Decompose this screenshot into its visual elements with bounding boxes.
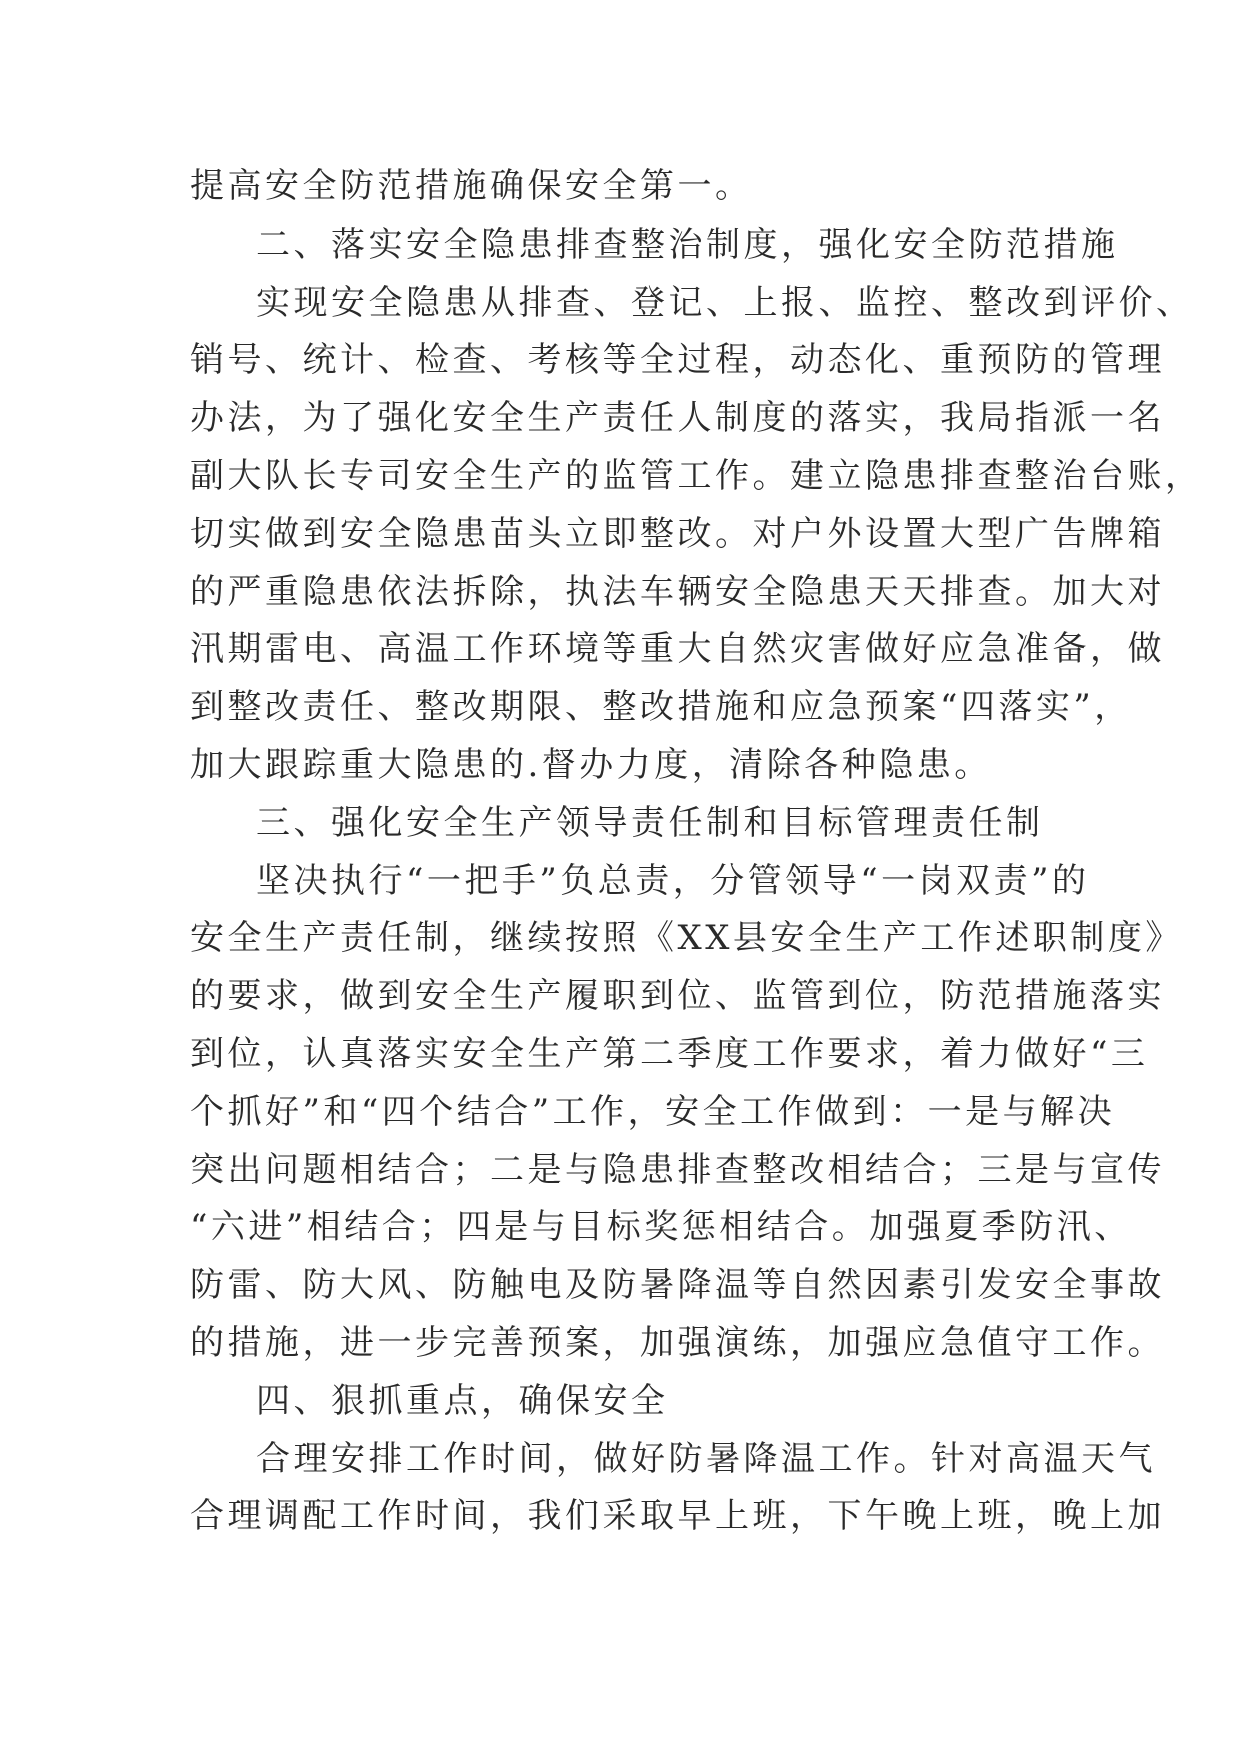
paragraph-line: 的要求，做到安全生产履职到位、监管到位，防范措施落实 xyxy=(190,976,1165,1016)
paragraph-line: 防雷、防大风、防触电及防暑降温等自然因素引发安全事故 xyxy=(190,1265,1165,1305)
section-heading: 二、落实安全隐患排查整治制度，强化安全防范措施 xyxy=(256,225,1119,265)
paragraph-line: 切实做到安全隐患苗头立即整改。对户外设置大型广告牌箱 xyxy=(190,514,1165,554)
paragraph-line: 个抓好”和“四个结合”工作，安全工作做到：一是与解决 xyxy=(190,1092,1116,1132)
paragraph-line: 安全生产责任制，继续按照《XX县安全生产工作述职制度》 xyxy=(190,918,1183,958)
paragraph-line: 合理调配工作时间，我们采取早上班，下午晚上班，晚上加 xyxy=(190,1496,1165,1536)
paragraph-line: “六进”相结合；四是与目标奖惩相结合。加强夏季防汛、 xyxy=(190,1207,1132,1247)
paragraph-line: 的措施，进一步完善预案，加强演练，加强应急值守工作。 xyxy=(190,1323,1165,1363)
paragraph-line: 到整改责任、整改期限、整改措施和应急预案“四落实”， xyxy=(190,687,1132,727)
paragraph-line: 的严重隐患依法拆除，执法车辆安全隐患天天排查。加大对 xyxy=(190,572,1165,612)
paragraph-line: 提高安全防范措施确保安全第一。 xyxy=(190,166,753,206)
paragraph-line: 突出问题相结合；二是与隐患排查整改相结合；三是与宣传 xyxy=(190,1150,1165,1190)
paragraph-line: 坚决执行“一把手”负总责，分管领导“一岗双责”的 xyxy=(256,861,1090,901)
section-heading: 三、强化安全生产领导责任制和目标管理责任制 xyxy=(256,803,1044,843)
paragraph-line: 加大跟踪重大隐患的.督办力度，清除各种隐患。 xyxy=(190,745,992,785)
paragraph-line: 实现安全隐患从排查、登记、上报、监控、整改到评价、 xyxy=(256,283,1194,323)
paragraph-line: 到位，认真落实安全生产第二季度工作要求，着力做好“三 xyxy=(190,1034,1149,1074)
paragraph-line: 汛期雷电、高温工作环境等重大自然灾害做好应急准备，做 xyxy=(190,629,1165,669)
paragraph-line: 合理安排工作时间，做好防暑降温工作。针对高温天气 xyxy=(256,1439,1156,1479)
paragraph-line: 办法，为了强化安全生产责任人制度的落实，我局指派一名 xyxy=(190,398,1165,438)
paragraph-line: 副大队长专司安全生产的监管工作。建立隐患排查整治台账， xyxy=(190,456,1203,496)
paragraph-line: 销号、统计、检查、考核等全过程，动态化、重预防的管理 xyxy=(190,340,1165,380)
section-heading: 四、狠抓重点，确保安全 xyxy=(256,1381,669,1421)
